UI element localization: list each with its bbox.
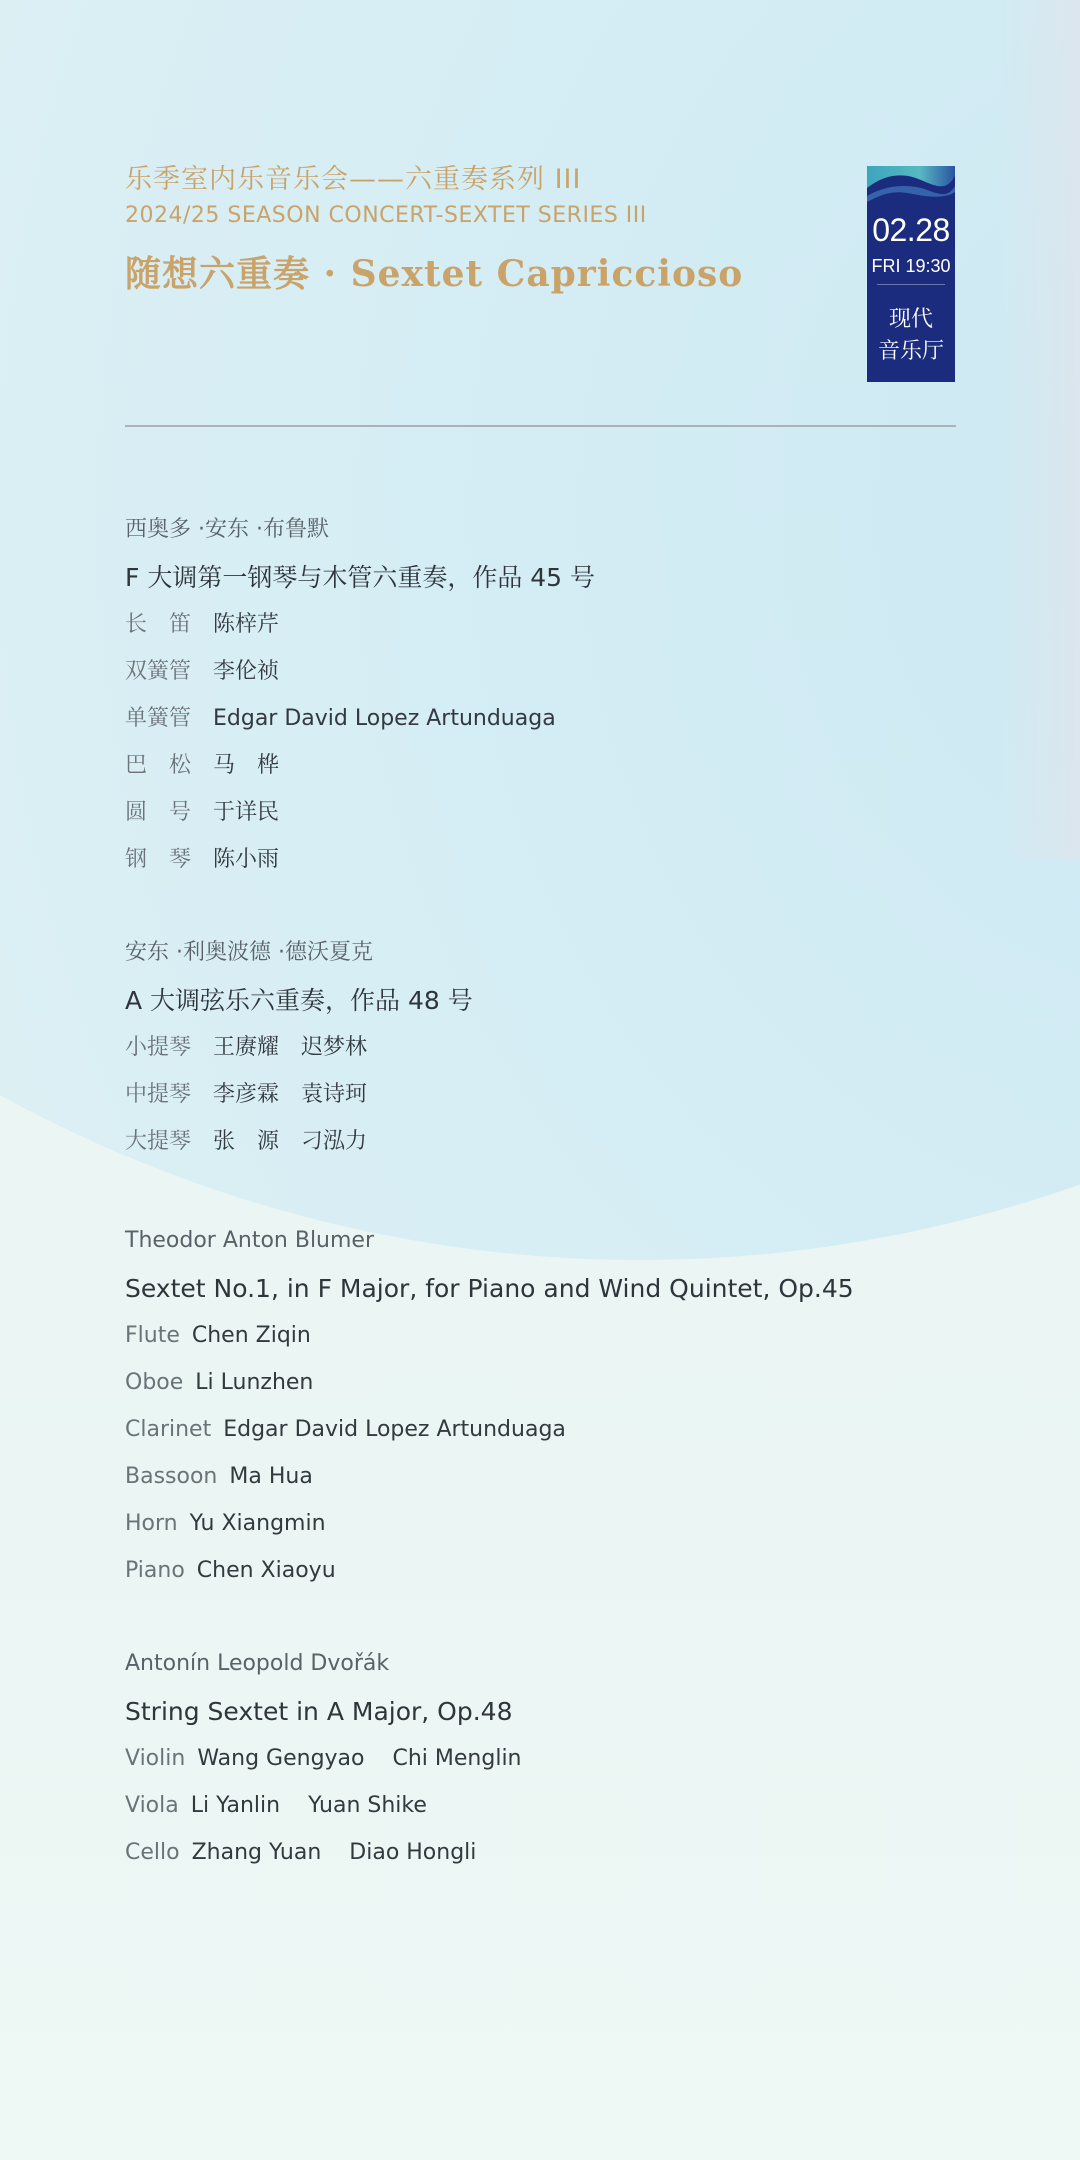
concert-time: FRI 19:30 [871, 256, 951, 276]
performer-name: Edgar David Lopez Artunduaga [223, 1417, 566, 1442]
performer-name: Edgar David Lopez Artunduaga [213, 706, 556, 731]
instrument-label: 双簧管 [125, 659, 192, 684]
work-title: A 大调弦乐六重奏，作品 48 号 [125, 986, 473, 1015]
venue-line-1: 现代 [888, 307, 933, 332]
performer-row [125, 1506, 1005, 1542]
instrument-label: Horn [125, 1511, 178, 1536]
composer-name: 西奥多 ·安东 ·布鲁默 [125, 517, 329, 542]
performer-name: Ma Hua [229, 1464, 313, 1489]
card-divider [877, 284, 945, 285]
instrument-label: Clarinet [125, 1417, 212, 1442]
performer-name: 李彦霖 [213, 1082, 280, 1107]
performer-row [125, 1365, 1005, 1401]
programme-item-en-2 [125, 1648, 1005, 1871]
composer-name: Theodor Anton Blumer [125, 1228, 375, 1253]
performer-row [125, 795, 1005, 831]
instrument-label: Cello [125, 1840, 180, 1865]
concert-date: 02.28 [872, 212, 950, 248]
performer-name: 李伦祯 [213, 659, 280, 684]
performer-row [125, 1835, 1005, 1871]
performer-row [125, 1553, 1005, 1589]
composer-name: Antonín Leopold Dvořák [125, 1651, 390, 1676]
date-venue-card [867, 166, 955, 382]
performer-name: 于详民 [213, 800, 280, 825]
programme-item-en-1 [125, 1225, 1005, 1589]
performer-name: Li Yanlin [190, 1793, 281, 1818]
series-title-cn: 乐季室内乐音乐会——六重奏系列 III [125, 164, 582, 195]
performer-name: 王赓耀 [213, 1035, 280, 1060]
instrument-label: 小提琴 [125, 1035, 192, 1060]
work-title: Sextet No.1, in F Major, for Piano and Wind Quintet, Op.45 [125, 1274, 854, 1303]
instrument-label: 大提琴 [125, 1129, 192, 1154]
concert-venue [867, 304, 955, 368]
instrument-label: Violin [125, 1746, 186, 1771]
performer-row [125, 1788, 1005, 1824]
performer-row [125, 1741, 1005, 1777]
performer-name: 马 桦 [213, 753, 280, 778]
instrument-label: Bassoon [125, 1464, 218, 1489]
programme-item-cn-1 [125, 514, 1005, 878]
wave-decoration-icon [867, 166, 955, 202]
performer-name: Chen Xiaoyu [196, 1558, 336, 1583]
instrument-label: 钢 琴 [125, 847, 192, 872]
performer-row [125, 842, 1005, 878]
composer-name: 安东 ·利奥波德 ·德沃夏克 [125, 940, 373, 965]
performer-name: 张 源 [213, 1129, 280, 1154]
instrument-label: Piano [125, 1558, 185, 1583]
instrument-label: 单簧管 [125, 706, 192, 731]
performer-name: Wang Gengyao [197, 1746, 365, 1771]
performer-name: Yu Xiangmin [189, 1511, 326, 1536]
performer-name: 刁泓力 [301, 1129, 368, 1154]
instrument-label: 长 笛 [125, 612, 192, 637]
performer-row [125, 1077, 1005, 1113]
venue-line-2: 音乐厅 [877, 339, 944, 364]
series-title-en: 2024/25 SEASON CONCERT-SEXTET SERIES III [125, 203, 647, 228]
performer-name: Yuan Shike [308, 1793, 427, 1818]
performer-name: Li Lunzhen [195, 1370, 314, 1395]
work-title: String Sextet in A Major, Op.48 [125, 1697, 513, 1726]
performer-name: 陈小雨 [213, 847, 280, 872]
concert-title: 随想六重奏 · Sextet Capriccioso [125, 253, 744, 295]
concert-header [125, 160, 825, 298]
performer-name: Chi Menglin [392, 1746, 522, 1771]
instrument-label: 圆 号 [125, 800, 192, 825]
programme-item-cn-2 [125, 937, 1005, 1160]
performer-row [125, 1030, 1005, 1066]
header-divider [125, 425, 956, 427]
performer-name: 袁诗珂 [301, 1082, 368, 1107]
performer-row [125, 1459, 1005, 1495]
instrument-label: Viola [125, 1793, 179, 1818]
performer-name: 迟梦林 [301, 1035, 368, 1060]
work-title: F 大调第一钢琴与木管六重奏，作品 45 号 [125, 563, 596, 592]
performer-row [125, 1124, 1005, 1160]
performer-row [125, 1412, 1005, 1448]
performer-row [125, 701, 1005, 737]
performer-row [125, 607, 1005, 643]
performer-row [125, 654, 1005, 690]
instrument-label: Oboe [125, 1370, 184, 1395]
performer-row [125, 1318, 1005, 1354]
performer-name: Zhang Yuan [191, 1840, 322, 1865]
performer-name: 陈梓芹 [213, 612, 280, 637]
performer-name: Diao Hongli [349, 1840, 477, 1865]
instrument-label: 中提琴 [125, 1082, 192, 1107]
instrument-label: 巴 松 [125, 753, 192, 778]
performer-name: Chen Ziqin [191, 1323, 311, 1348]
performer-row [125, 748, 1005, 784]
instrument-label: Flute [125, 1323, 180, 1348]
